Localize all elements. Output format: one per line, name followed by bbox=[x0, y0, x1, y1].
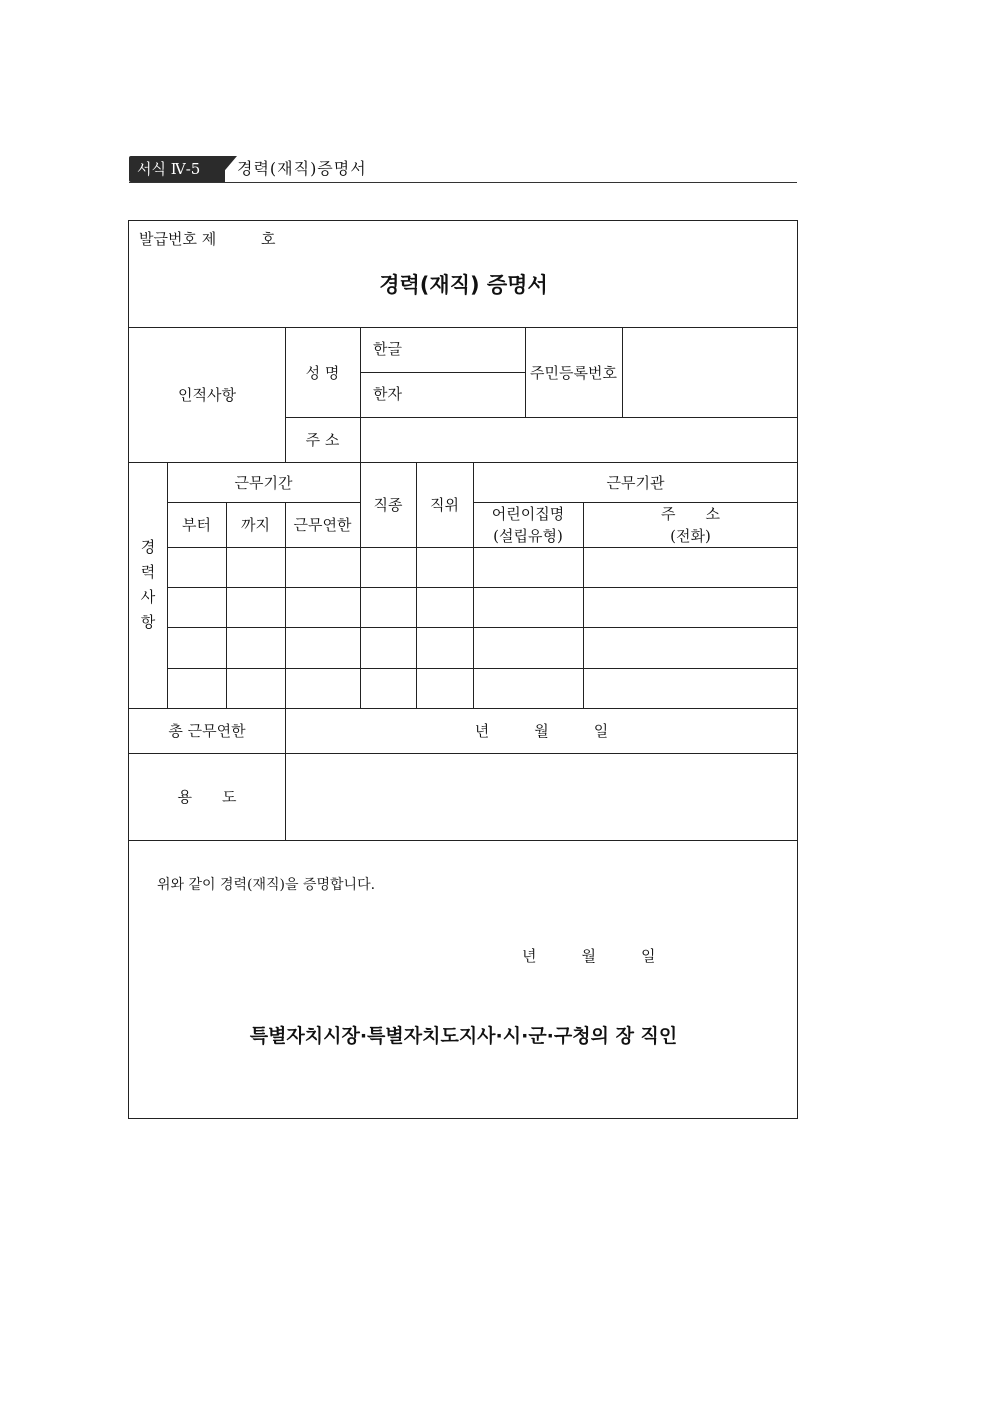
divider bbox=[167, 668, 798, 669]
career-label-char: 사 bbox=[140, 588, 156, 606]
resident-number-label: 주민등록번호 bbox=[530, 363, 617, 382]
divider bbox=[167, 547, 798, 548]
position-header: 직위 bbox=[430, 496, 459, 514]
institution-phone-label: (전화) bbox=[670, 526, 711, 545]
daycare-name-label: 어린이집명 bbox=[491, 504, 565, 523]
divider bbox=[360, 327, 361, 462]
certify-date: 년 월 일 bbox=[522, 947, 656, 965]
form-code-tag bbox=[129, 156, 225, 182]
form-code: 서식 Ⅳ-5 bbox=[137, 160, 201, 178]
to-header: 까지 bbox=[241, 516, 270, 534]
total-years-date: 년 월 일 bbox=[474, 722, 609, 740]
issue-number-label: 발급번호 제 bbox=[139, 230, 217, 248]
divider bbox=[285, 417, 798, 418]
form-code-tag-wedge bbox=[215, 156, 237, 182]
institution-address-label: 주 소 bbox=[661, 504, 720, 523]
career-label-char: 경 bbox=[140, 538, 156, 556]
certificate-form bbox=[128, 220, 798, 1119]
hangul-label: 한글 bbox=[373, 340, 402, 358]
purpose-label: 용 도 bbox=[177, 788, 237, 806]
name-label: 성 명 bbox=[305, 363, 340, 382]
from-header: 부터 bbox=[182, 516, 211, 534]
issue-number-suffix: 호 bbox=[261, 230, 276, 248]
institution-address-header bbox=[583, 502, 798, 547]
career-section-label bbox=[129, 462, 167, 708]
job-type-header: 직종 bbox=[373, 496, 403, 514]
work-years-header: 근무연한 bbox=[293, 516, 352, 534]
career-label-char: 항 bbox=[140, 613, 156, 631]
certify-statement: 위와 같이 경력(재직)을 증명합니다. bbox=[157, 877, 376, 893]
divider bbox=[360, 372, 525, 373]
divider bbox=[167, 587, 798, 588]
career-label-char: 력 bbox=[140, 563, 156, 581]
institution-header: 근무기관 bbox=[606, 473, 665, 492]
form-name: 경력(재직)증명서 bbox=[237, 159, 367, 178]
hanja-label: 한자 bbox=[373, 385, 402, 403]
header-rule bbox=[129, 182, 797, 183]
issuer-seal-line: 특별자치시장·특별자치도지사·시·군·구청의 장 직인 bbox=[249, 1024, 678, 1047]
form-header bbox=[129, 156, 797, 184]
daycare-name-header bbox=[473, 502, 583, 547]
address-label: 주 소 bbox=[305, 431, 340, 449]
work-period-header: 근무기간 bbox=[234, 473, 293, 492]
total-years-label: 총 근무연한 bbox=[168, 722, 246, 740]
divider bbox=[129, 840, 798, 841]
document-title: 경력(재직) 증명서 bbox=[379, 273, 548, 297]
personal-section-label: 인적사항 bbox=[178, 386, 236, 404]
divider bbox=[167, 627, 798, 628]
divider bbox=[622, 327, 623, 417]
daycare-type-label: (설립유형) bbox=[493, 526, 563, 545]
